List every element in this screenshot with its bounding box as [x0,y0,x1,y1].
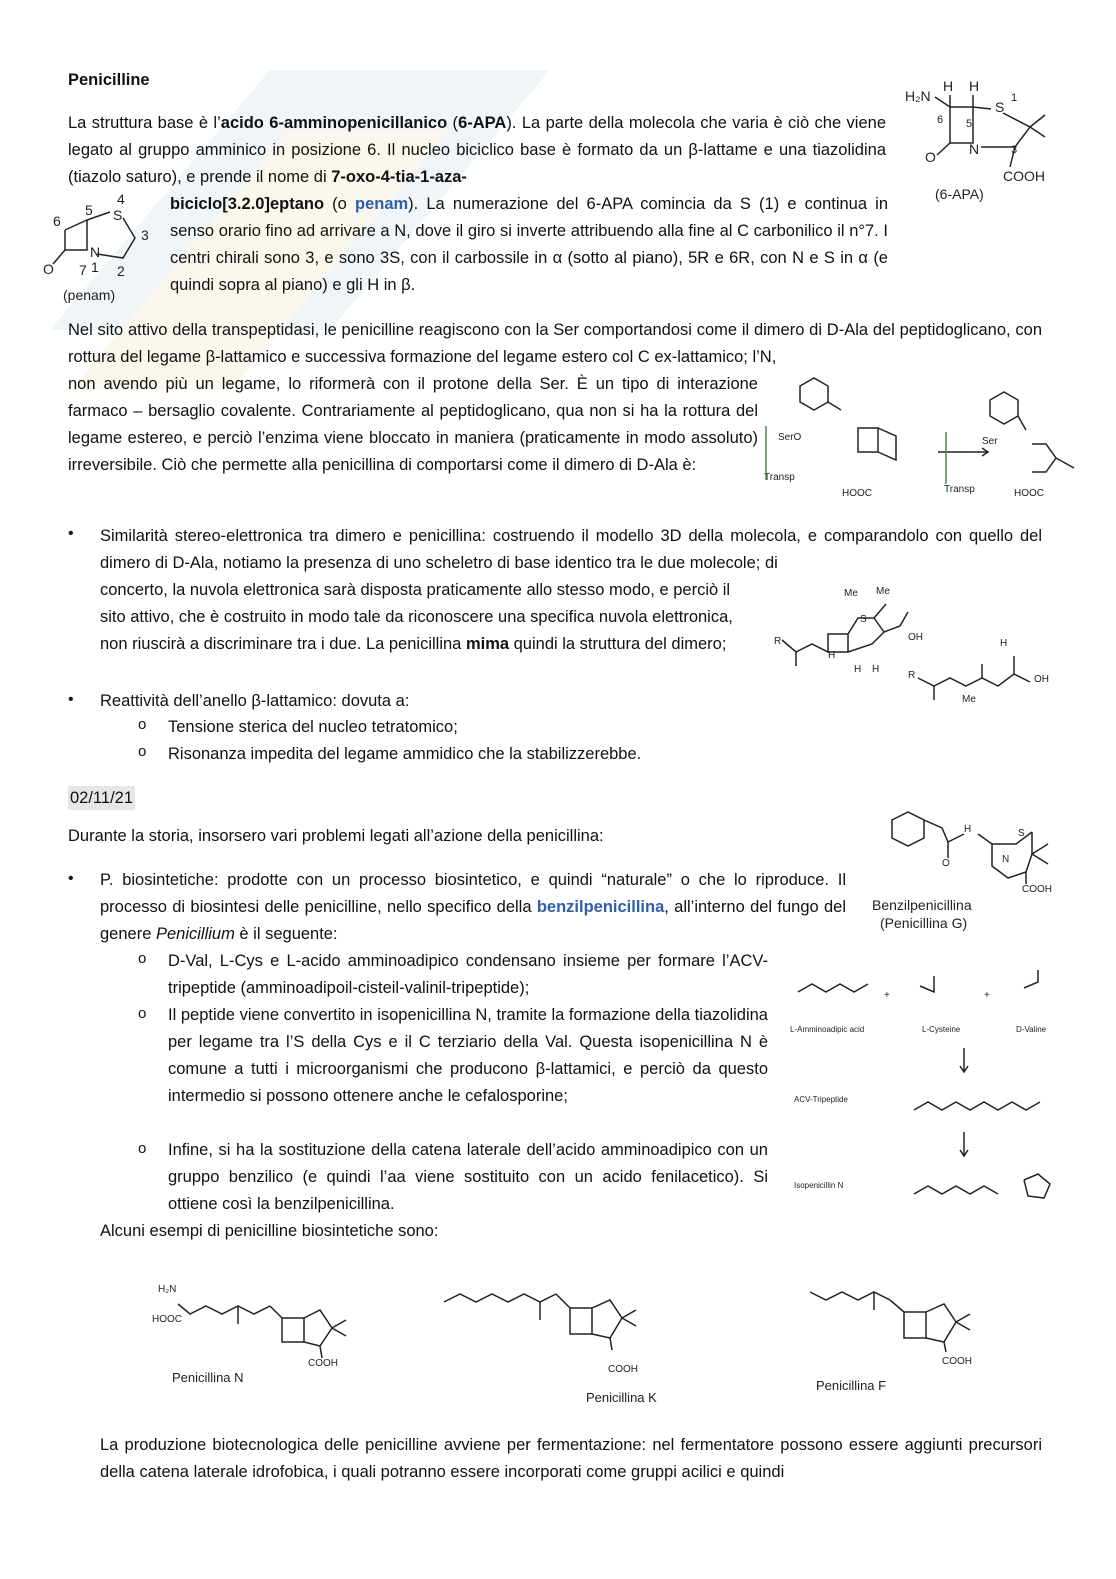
svg-text:(penam): (penam) [63,287,116,303]
intro-paragraph-a: La struttura base è l’acido 6-amminopenicillanico (6-APA). La parte della molecola che varia è ciò che viene legato al gruppo amminico in posizione 6. Il nucleo biciclico base è formato da un β-lattame e una tiazolidina (tiazolo saturo), e prende il nome di 7-oxo-4-tia-1-aza- [68,114,886,186]
svg-text:OH: OH [908,632,923,643]
svg-text:Transp: Transp [944,484,975,495]
sub-resonance: Risonanza impedita del legame ammidico che la stabilizzerebbe. [168,745,642,763]
sub-bullet-circle: o [138,1005,147,1022]
svg-text:2: 2 [117,263,125,279]
svg-text:O: O [43,261,54,277]
mechanism-figure [756,368,1086,508]
svg-text:+: + [984,990,990,1001]
svg-text:HOOC: HOOC [1014,488,1044,499]
penicillin-n-structure [150,1278,360,1390]
svg-text:S: S [860,614,867,625]
history-paragraph: Durante la storia, insorsero vari problemi legati all’azione della penicillina: [68,827,604,845]
svg-text:H: H [854,664,862,675]
svg-text:O: O [925,149,936,165]
svg-text:HOOC: HOOC [842,488,872,499]
svg-text:6: 6 [937,114,944,126]
sub-step-3: Infine, si ha la sostituzione della catena laterale dell’acido amminoadipico con un gruppo benzilico (e quindi l’aa viene sostituito con un acido fenilacetico). Si ottiene così la benzilpenicillina. [168,1141,768,1213]
date-label: 02/11/21 [68,786,135,810]
svg-text:N: N [90,244,101,260]
svg-text:Isopenicillin N: Isopenicillin N [794,1181,844,1190]
svg-text:Transp: Transp [764,472,795,483]
bullet-reactivity: Reattività dell’anello β-lattamico: dovuta a: [100,692,410,710]
sub-bullet-circle: o [138,743,147,760]
svg-text:SerO: SerO [778,432,802,443]
svg-text:R: R [774,636,782,647]
apa-structure [895,75,1070,205]
penam-structure [35,190,170,308]
svg-text:3: 3 [141,227,149,243]
svg-text:+: + [884,990,890,1001]
svg-text:Me: Me [962,694,976,705]
svg-text:(Penicillina G): (Penicillina G) [880,915,968,931]
svg-text:Ser: Ser [982,436,998,447]
sub-step-1: D-Val, L-Cys e L-acido amminoadipico condensano insieme per formare l’ACV-tripeptide (amminoadipoil-cisteil-valinil-tripeptide); [168,952,768,997]
sub-bullet-circle: o [138,950,147,967]
transpeptidase-paragraph-b: non avendo più un legame, lo riformerà con il protone della Ser. È un tipo di interazione farmaco – bersaglio covalente. Contrariamente al peptidoglicano, qua non si ha la rottura del legame estereo, e perciò l’enzima viene bloccato in maniera (praticamente in modo assoluto) irreversibile. Ciò che permette alla penicillina di comportarsi come il dimero di D-Ala è: [68,375,758,474]
transpeptidase-paragraph-a: Nel sito attivo della transpeptidasi, le penicilline reagiscono con la Ser comportandosi come il dimero di D-Ala del peptidoglicano, con rottura del legame β-lattamico e successiva formazione del legame estero col C ex-lattamico; l’N, [68,321,1042,366]
examples-intro: Alcuni esempi di penicilline biosintetiche sono: [100,1222,439,1240]
svg-text:H: H [1000,638,1008,649]
svg-text:L-Amminoadipic acid: L-Amminoadipic acid [790,1025,865,1034]
svg-text:Me: Me [876,586,890,597]
svg-text:4: 4 [117,191,125,207]
svg-text:N: N [969,141,980,157]
svg-text:N: N [1002,854,1010,865]
svg-text:COOH: COOH [942,1356,972,1367]
page-title: Penicilline [68,71,150,89]
svg-text:Me: Me [844,588,858,599]
svg-text:H: H [872,664,880,675]
svg-text:H₂N: H₂N [905,88,931,104]
svg-text:H: H [969,78,980,94]
svg-text:3: 3 [1011,144,1018,156]
bullet-biosynthetic: P. biosintetiche: prodotte con un processo biosintetico, e quindi “naturale” o che lo riproduce. Il processo di biosintesi delle penicilline, nello specifico della benzilpenicillina, all’interno del fungo del genere Penicillium è il seguente: [100,871,846,943]
benzylpenicillin-structure [866,800,1076,940]
svg-text:5: 5 [85,202,93,218]
svg-text:L-Cysteine: L-Cysteine [922,1025,961,1034]
fermentation-paragraph: La produzione biotecnologica delle penicilline avviene per fermentazione: nel fermentatore possono essere aggiunti precursori della catena laterale idrofobica, i quali potranno essere incorporati come gruppi acilici e quindi [100,1436,1042,1481]
bullet-dot: • [68,870,74,887]
svg-text:Penicillina K: Penicillina K [586,1390,657,1405]
sub-bullet-circle: o [138,1140,147,1157]
svg-text:H: H [964,824,972,835]
penicillin-k-structure [440,1286,680,1410]
svg-text:COOH: COOH [308,1358,338,1369]
bullet-similarity-b: concerto, la nuvola elettronica sarà disposta praticamente allo stesso modo, e perciò il sito attivo, che è costruito in modo tale da riconoscere una specifica nuvola elettronica, non riuscirà a discriminare tra i due. La penicillina mima quindi la struttura del dimero; [100,581,733,653]
svg-text:O: O [942,858,950,869]
svg-text:COOH: COOH [1003,168,1045,184]
sub-tension: Tensione sterica del nucleo tetratomico; [168,718,458,736]
sub-step-2: Il peptide viene convertito in isopenicillina N, tramite la formazione della tiazolidina per legame tra l’S della Cys e il C terziario della Val. Questa isopenicillina N è comune a tutti i microorganismi che producono β-lattamici, e perciò da questo intermedio si possono ottenere anche le cefalosporine; [168,1006,768,1105]
svg-text:COOH: COOH [1022,884,1052,895]
svg-text:5: 5 [966,118,973,130]
svg-text:H: H [828,650,836,661]
svg-text:(6-APA): (6-APA) [935,186,984,202]
svg-text:HOOC: HOOC [152,1314,182,1325]
bullet-similarity-a: Similarità stereo-elettronica tra dimero e penicillina: costruendo il modello 3D della molecola, e comparandolo con quello del dimero di D-Ala, notiamo la presenza di uno scheletro di base identico tra le due molecole; di [100,527,1042,572]
svg-text:OH: OH [1034,674,1049,685]
svg-text:S: S [995,99,1005,115]
sub-bullet-circle: o [138,716,147,733]
bullet-dot: • [68,691,74,708]
svg-text:H: H [943,78,954,94]
svg-text:1: 1 [91,259,99,275]
bullet-dot: • [68,525,74,542]
svg-text:Penicillina N: Penicillina N [172,1370,244,1385]
biosynthesis-figure [788,962,1078,1232]
svg-text:7: 7 [79,262,87,278]
svg-text:Benzilpenicillina: Benzilpenicillina [872,897,972,913]
svg-text:H₂N: H₂N [158,1284,177,1295]
penicillin-f-structure [806,1282,1006,1398]
svg-text:S: S [1018,828,1025,839]
svg-text:6: 6 [53,213,61,229]
svg-text:COOH: COOH [608,1364,638,1375]
intro-paragraph-b: biciclo[3.2.0]eptano (o penam). La numerazione del 6-APA comincia da S (1) e continua in senso orario fino ad arrivare a N, dove il giro si inverte attribuendo alla fine al C carbonilico il n°7. I centri chirali sono 3, e sono 3S, con il carbossile in α (sotto al piano), 5R e 6R, con N e S in α (e quindi sopra al piano) e gli H in β. [170,195,888,294]
svg-text:ACV-Tripeptide: ACV-Tripeptide [794,1095,848,1104]
svg-text:R: R [908,670,916,681]
svg-text:Penicillina F: Penicillina F [816,1378,887,1393]
svg-text:S: S [113,207,123,223]
svg-text:1: 1 [1011,92,1018,104]
mimic-figure [768,582,1078,718]
svg-text:D-Valine: D-Valine [1016,1025,1047,1034]
